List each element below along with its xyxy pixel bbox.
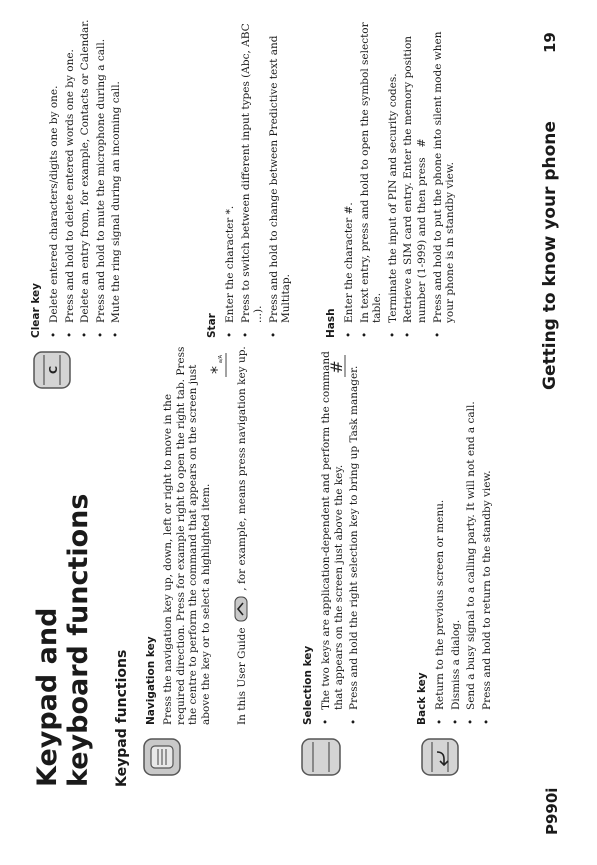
list-item [402,18,428,338]
selection-key-list [320,345,364,725]
list-item: • Delete entered characters/digits one by one. [48,18,61,338]
clear-key-icon [32,350,72,390]
navigation-example-start: In this User Guide [236,627,248,725]
navigation-key-icon [142,737,182,777]
list-item: • Return to the previous screen or menu. [434,345,447,725]
star-key-heading: Star [206,313,218,338]
navigation-key-example [234,345,249,725]
back-key-heading: Back key [416,672,428,725]
clear-key-heading: Clear key [30,282,42,338]
navigation-example-end: , for example, means press navigation key up. [236,346,248,591]
star-key-symbol: * [207,366,226,374]
navigation-up-icon [234,596,248,622]
list-item: • Enter the character #. [343,18,356,338]
hash-inline-symbol: # [414,138,427,148]
footer-chapter: Getting to know your phone [540,121,560,390]
selection-key-heading: Selection key [302,645,314,725]
list-item: • Delete an entry from, for example, Contacts or Calendar. [79,18,92,338]
clear-key-list [48,18,126,338]
section-heading: Keypad functions [114,649,130,787]
list-item: • Press and hold to delete entered words one by one. [64,18,77,338]
footer-model: P990i [543,787,561,835]
list-item: • Press and hold to put the phone into silent mode when your phone is in standby view. [432,18,457,338]
list-item: • Press and hold the right selection key to bring up Task manager. [348,345,361,725]
list-item: • Press and hold to change between Predictive text and Multitap. [268,18,293,338]
back-key-list [434,345,496,725]
hash-key-symbol: # [327,360,346,374]
back-key-icon [420,737,460,777]
hash-key-icon [325,350,351,380]
clear-key-label: C [47,365,60,375]
navigation-key-heading: Navigation key [145,636,157,725]
list-item: • In text entry, press and hold to open the symbol selector table. [359,18,384,338]
page-title: Keypad and keyboard functions [32,493,94,787]
footer-page-number: 19 [541,32,559,53]
hash-inline-icon [415,132,427,154]
list-item: • The two keys are application-dependent and perform the command that appears on the screen just above the key. [320,345,345,725]
hash-key-heading: Hash [325,308,337,338]
list-item: • Press and hold to mute the microphone during a call. [95,18,108,338]
list-item: • Press and hold to return to the standby view. [481,345,494,725]
list-item: • Dismiss a dialog. [450,345,463,725]
selection-key-icon [300,737,342,777]
list-item: • Enter the character *. [224,18,237,338]
hash-key-list [343,18,460,338]
list-item: • Terminate the input of PIN and security codes. [387,18,400,338]
star-key-icon [206,350,232,380]
list-item: • Press to switch between different input types (Abc, ABC ...). [240,18,265,338]
hash-retrieve-text: Retrieve a SIM card entry. Enter the memory position number (1-999) and then press [402,35,428,323]
list-item: • Mute the ring signal during an incoming call. [110,18,123,338]
navigation-key-text: Press the navigation key up, down, left or right to move in the required direction. Press for example right to open the right tab. Press the centre to perform the command that appears on the screen just above the key or to select a highlighted item. [162,346,212,725]
list-item: • Send a busy signal to a calling party. It will not end a call. [465,345,478,725]
star-key-list [224,18,296,338]
star-key-sub: a/A [218,354,224,364]
